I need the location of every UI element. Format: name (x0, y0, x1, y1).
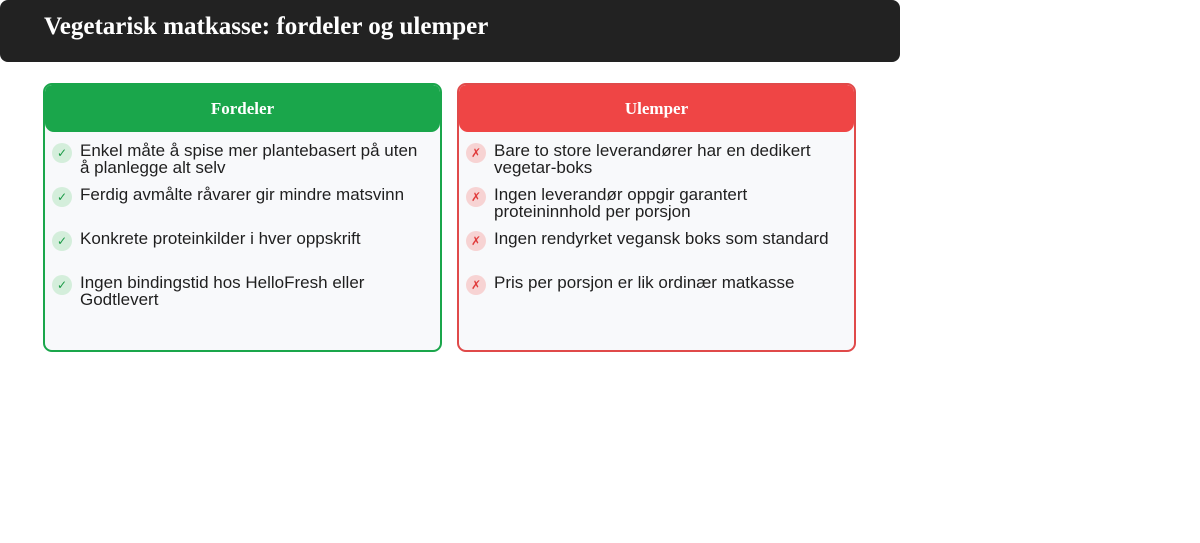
cons-card-title: Ulemper (459, 85, 854, 132)
cons-card (457, 83, 856, 352)
pros-card-title: Fordeler (45, 85, 440, 132)
cross-icon: ✗ (466, 231, 486, 251)
cross-icon: ✗ (466, 275, 486, 295)
list-item-text: Ingen rendyrket vegansk boks som standard (494, 229, 829, 248)
page-header (0, 0, 900, 62)
list-item-text: Ingen bindingstid hos HelloFresh eller Godtlevert (80, 273, 365, 309)
check-icon: ✓ (52, 231, 72, 251)
cross-icon: ✗ (466, 187, 486, 207)
check-icon: ✓ (52, 143, 72, 163)
list-item-text: Ferdig avmålte råvarer gir mindre matsvinn (80, 185, 405, 204)
list-item-text: Bare to store leverandører har en dedikert vegetar-boks (494, 141, 811, 177)
list-item-text: Enkel måte å spise mer plantebasert på uten å planlegge alt selv (80, 141, 418, 177)
page-title: Vegetarisk matkasse: fordeler og ulemper (44, 13, 489, 40)
check-icon: ✓ (52, 275, 72, 295)
list-item-text: Pris per porsjon er lik ordinær matkasse (494, 273, 795, 292)
check-icon: ✓ (52, 187, 72, 207)
list-item-text: Konkrete proteinkilder i hver oppskrift (80, 229, 361, 248)
list-item-text: Ingen leverandør oppgir garantert proteininnhold per porsjon (494, 185, 748, 221)
pros-card (43, 83, 442, 352)
cross-icon: ✗ (466, 143, 486, 163)
